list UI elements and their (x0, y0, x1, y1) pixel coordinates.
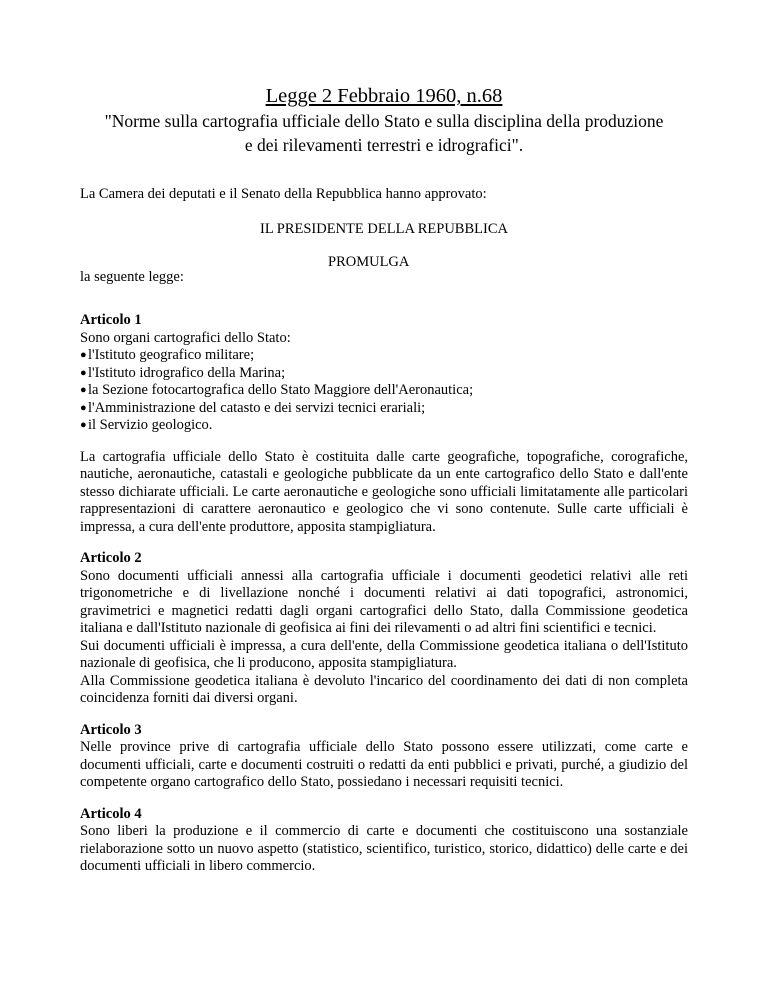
article-2 (80, 550, 688, 708)
article-title: Articolo 1 (80, 312, 142, 328)
bullet-icon: ● (80, 419, 87, 431)
article-title: Articolo 3 (80, 721, 142, 738)
article-1-paragraph: La cartografia ufficiale dello Stato è costituita dalle carte geografiche, topografiche, corografiche, nautiche, aeronautiche, catastali e geologiche pubblicate da un ente cartografico dello Stato e dall'ente stesso dichiarate ufficiali. Le carte aeronautiche e geologiche sono ufficiali limitatamente alle particolari rappresentazioni di carattere aeronautico e geologico che vi sono contenute. Sulle carte ufficiali è impressa, a cura dell'ente produttore, apposita stampigliatura. (80, 448, 688, 535)
law-subtitle: "Norme sulla cartografia ufficiale dello Stato e sulla disciplina della produzione e dei rilevamenti terrestri e idrografici". (104, 111, 664, 155)
list-item: ● l'Amministrazione del catasto e dei servizi tecnici erariali; (80, 399, 426, 416)
article-3 (80, 722, 688, 792)
article-text: Sono liberi la produzione e il commercio di carte e documenti che costituiscono una sostanziale rielaborazione sotto un nuovo aspetto (statistico, scientifico, turistico, storico, didattico) delle carte e dei documenti ufficiali in libero commercio. (80, 823, 688, 874)
article-text-line: Sono documenti ufficiali annessi alla cartografia ufficiale i documenti geodetici relativi alle reti trigonometriche e di livellazione nonché i documenti relativi ai dati topografici, astronomici, gravimetrici e magnetici redatti dagli organi cartografici dello Stato, dalla Commissione geodetica italiana e dall'Istituto nazionale di geofisica ai fini dei rilevamenti o ad altri fini scientifici e tecnici. (80, 567, 688, 636)
article-1 (80, 312, 688, 347)
list-item: ● l'Istituto idrografico della Marina; (80, 364, 286, 381)
article-text-line: Sui documenti ufficiali è impressa, a cura dell'ente, della Commissione geodetica italiana o dell'Istituto nazionale di geofisica, che li producono, apposita stampigliatura. (80, 637, 688, 671)
article-4 (80, 806, 688, 876)
list-item: ● la Sezione fotocartografica dello Stato Maggiore dell'Aeronautica; (80, 382, 474, 398)
article-text-line: Alla Commissione geodetica italiana è devoluto l'incarico del coordinamento dei dati di non completa coincidenza forniti dai diversi organi. (80, 672, 688, 706)
bullet-icon: ● (80, 349, 87, 361)
law-title: Legge 2 Febbraio 1960, n.68 (265, 85, 503, 107)
article-title: Articolo 2 (80, 550, 142, 566)
bullet-icon: ● (80, 366, 87, 379)
articles-body (80, 312, 688, 890)
following-law-label: la seguente legge: (80, 269, 184, 285)
bullet-icon: ● (80, 401, 87, 414)
list-item: ● l'Istituto geografico militare; (80, 347, 255, 363)
approval-statement: La Camera dei deputati e il Senato della Repubblica hanno approvato: (80, 186, 487, 202)
bullet-icon: ● (80, 384, 87, 396)
cartographic-organs-list (80, 347, 688, 435)
president-heading: IL PRESIDENTE DELLA REPUBBLICA (260, 221, 508, 237)
article-lead: Sono organi cartografici dello Stato: (80, 329, 291, 346)
article-text: Nelle province prive di cartografia ufficiale dello Stato possono essere utilizzati, come carte e documenti ufficiali, carte e documenti costruiti o redatti da enti pubblici e privati, purché, a giudizio del competente organo cartografico dello Stato, possiedano i necessari requisiti tecnici. (80, 739, 688, 790)
article-title: Articolo 4 (80, 805, 142, 822)
promulga-heading: PROMULGA (328, 254, 410, 270)
list-item: ● il Servizio geologico. (80, 417, 213, 433)
